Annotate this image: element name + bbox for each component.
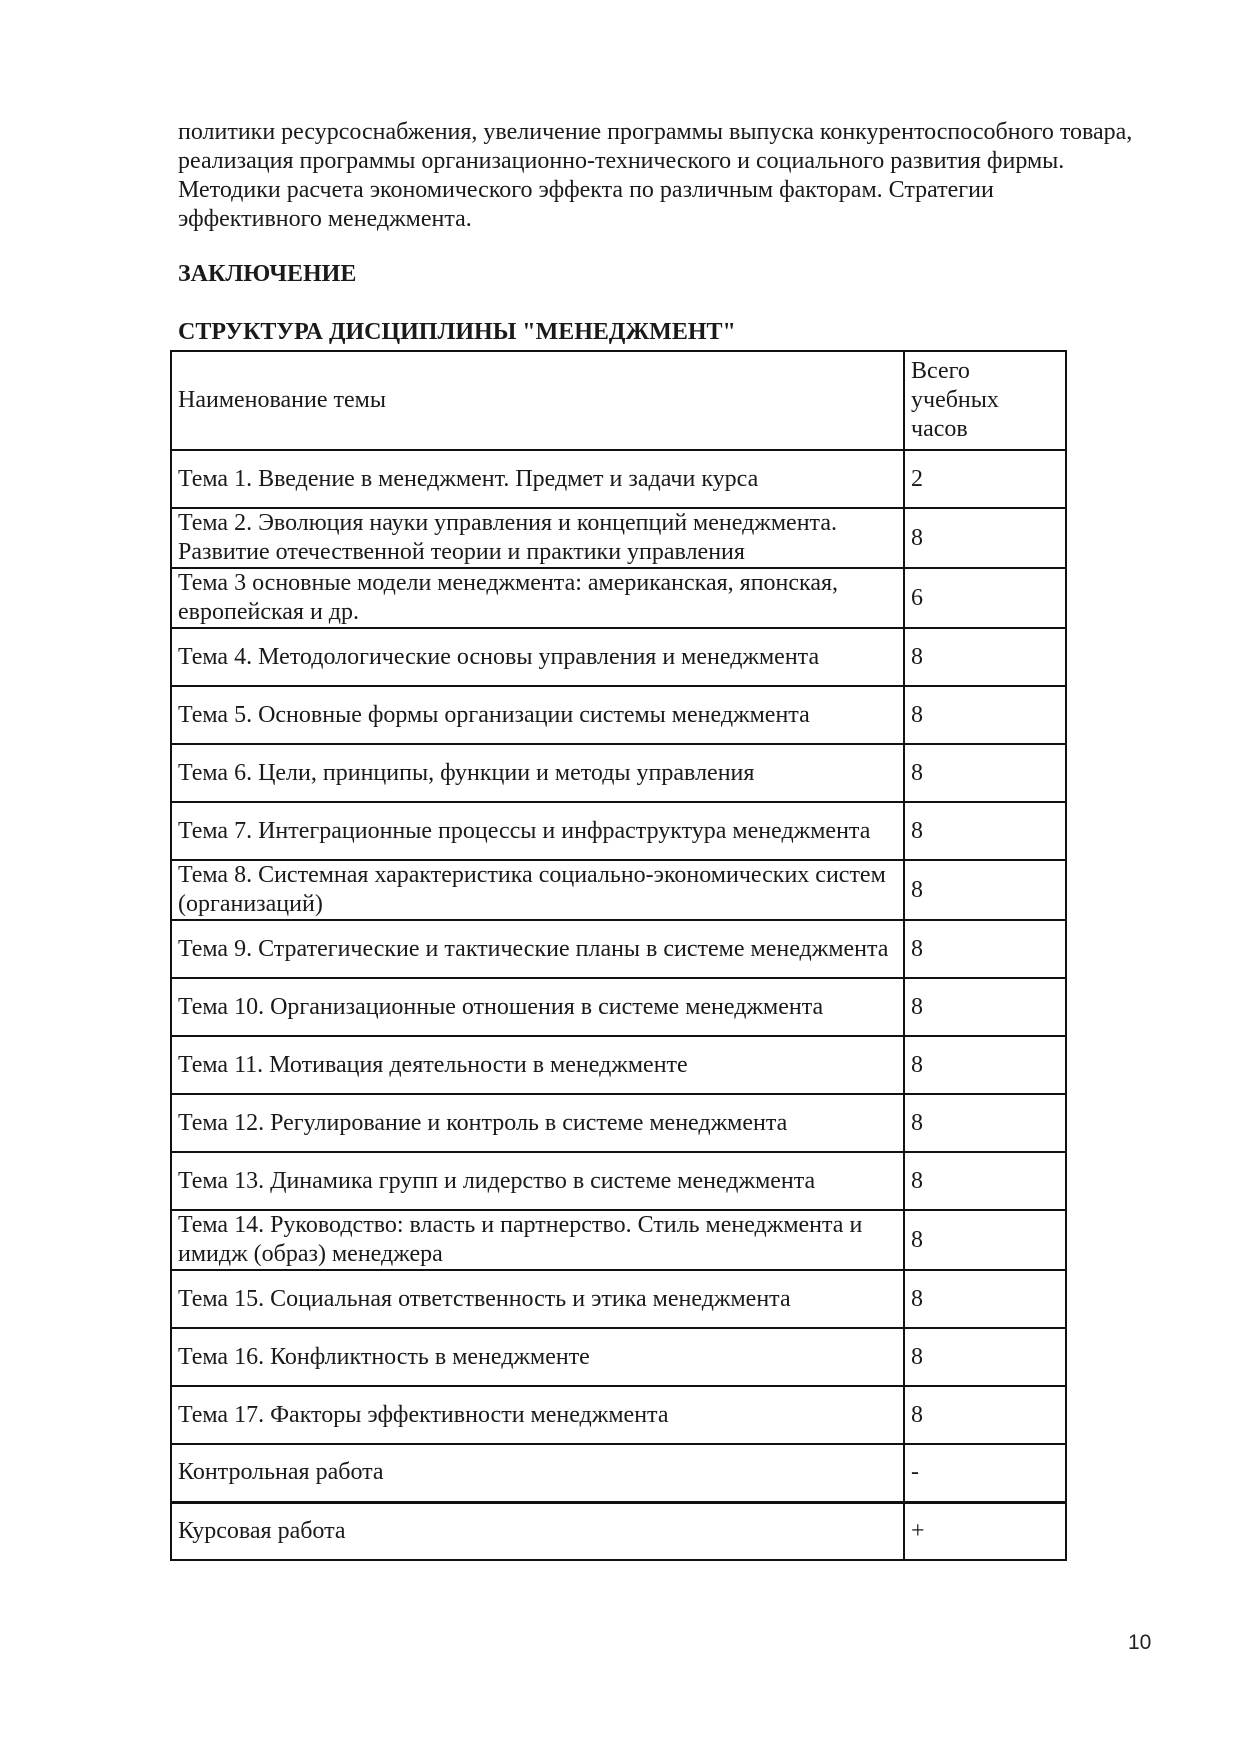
topic-name-cell: Тема 15. Социальная ответственность и этика менеджмента — [171, 1270, 904, 1328]
table-row — [171, 1270, 1066, 1328]
topic-name-cell: Тема 3 основные модели менеджмента: американская, японская, европейская и др. — [171, 568, 904, 628]
topic-name-cell: Тема 17. Факторы эффективности менеджмента — [171, 1386, 904, 1444]
topic-hours-cell: 8 — [904, 744, 1066, 802]
topic-name-cell: Тема 13. Динамика групп и лидерство в системе менеджмента — [171, 1152, 904, 1210]
topic-hours-cell: 8 — [904, 920, 1066, 978]
table-row — [171, 508, 1066, 568]
table-row — [171, 802, 1066, 860]
header-topic-name: Наименование темы — [171, 351, 904, 450]
topic-hours-cell: 2 — [904, 450, 1066, 508]
table-row — [171, 1386, 1066, 1444]
table-row — [171, 1502, 1066, 1560]
topic-name-cell: Курсовая работа — [171, 1502, 904, 1560]
topic-hours-cell: 8 — [904, 1328, 1066, 1386]
topic-hours-cell: 8 — [904, 860, 1066, 920]
table-header-row — [171, 351, 1066, 450]
topic-hours-cell: 8 — [904, 686, 1066, 744]
topic-name-cell: Тема 6. Цели, принципы, функции и методы управления — [171, 744, 904, 802]
topic-name-cell: Тема 8. Системная характеристика социально-экономических систем (организаций) — [171, 860, 904, 920]
table-row — [171, 1444, 1066, 1502]
topic-name-cell: Тема 7. Интеграционные процессы и инфраструктура менеджмента — [171, 802, 904, 860]
topic-name-cell: Тема 4. Методологические основы управления и менеджмента — [171, 628, 904, 686]
topic-name-cell: Тема 11. Мотивация деятельности в менеджменте — [171, 1036, 904, 1094]
conclusion-heading: ЗАКЛЮЧЕНИЕ — [178, 261, 357, 287]
table-row — [171, 1036, 1066, 1094]
topic-hours-cell: 8 — [904, 1036, 1066, 1094]
table-row — [171, 686, 1066, 744]
header-total-hours: Всего учебных часов — [904, 351, 1066, 450]
intro-paragraph: политики ресурсоснабжения, увеличение программы выпуска конкурентоспособного товара, реализация программы организационно-технического и социального развития фирмы. Методики расчета экономического эффекта по различным факторам. Стратегии эффективного менеджмента. — [178, 119, 1133, 232]
table-row — [171, 920, 1066, 978]
table-row — [171, 1094, 1066, 1152]
topic-hours-cell: - — [904, 1444, 1066, 1502]
topic-name-cell: Тема 1. Введение в менеджмент. Предмет и задачи курса — [171, 450, 904, 508]
topic-hours-cell: 8 — [904, 508, 1066, 568]
discipline-structure-table — [170, 350, 1067, 1561]
topic-name-cell: Тема 16. Конфликтность в менеджменте — [171, 1328, 904, 1386]
topic-hours-cell: 6 — [904, 568, 1066, 628]
topic-name-cell: Тема 9. Стратегические и тактические планы в системе менеджмента — [171, 920, 904, 978]
discipline-structure-heading: СТРУКТУРА ДИСЦИПЛИНЫ "МЕНЕДЖМЕНТ" — [178, 319, 736, 345]
page-number: 10 — [1128, 1631, 1152, 1654]
table-row — [171, 450, 1066, 508]
table-row — [171, 978, 1066, 1036]
table-row — [171, 1210, 1066, 1270]
topic-hours-cell: 8 — [904, 628, 1066, 686]
topic-name-cell: Тема 12. Регулирование и контроль в системе менеджмента — [171, 1094, 904, 1152]
topic-hours-cell: 8 — [904, 1270, 1066, 1328]
topic-name-cell: Контрольная работа — [171, 1444, 904, 1502]
topic-hours-cell: 8 — [904, 978, 1066, 1036]
topic-hours-cell: 8 — [904, 802, 1066, 860]
table-row — [171, 744, 1066, 802]
topic-name-cell: Тема 2. Эволюция науки управления и концепций менеджмента. Развитие отечественной теории и практики управления — [171, 508, 904, 568]
table-row — [171, 1328, 1066, 1386]
topic-hours-cell: + — [904, 1502, 1066, 1560]
topic-name-cell: Тема 14. Руководство: власть и партнерство. Стиль менеджмента и имидж (образ) менеджера — [171, 1210, 904, 1270]
topic-name-cell: Тема 5. Основные формы организации системы менеджмента — [171, 686, 904, 744]
topic-hours-cell: 8 — [904, 1152, 1066, 1210]
topic-hours-cell: 8 — [904, 1094, 1066, 1152]
topic-hours-cell: 8 — [904, 1386, 1066, 1444]
topic-name-cell: Тема 10. Организационные отношения в системе менеджмента — [171, 978, 904, 1036]
table-row — [171, 860, 1066, 920]
table-row — [171, 568, 1066, 628]
topic-hours-cell: 8 — [904, 1210, 1066, 1270]
table-row — [171, 628, 1066, 686]
table-row — [171, 1152, 1066, 1210]
